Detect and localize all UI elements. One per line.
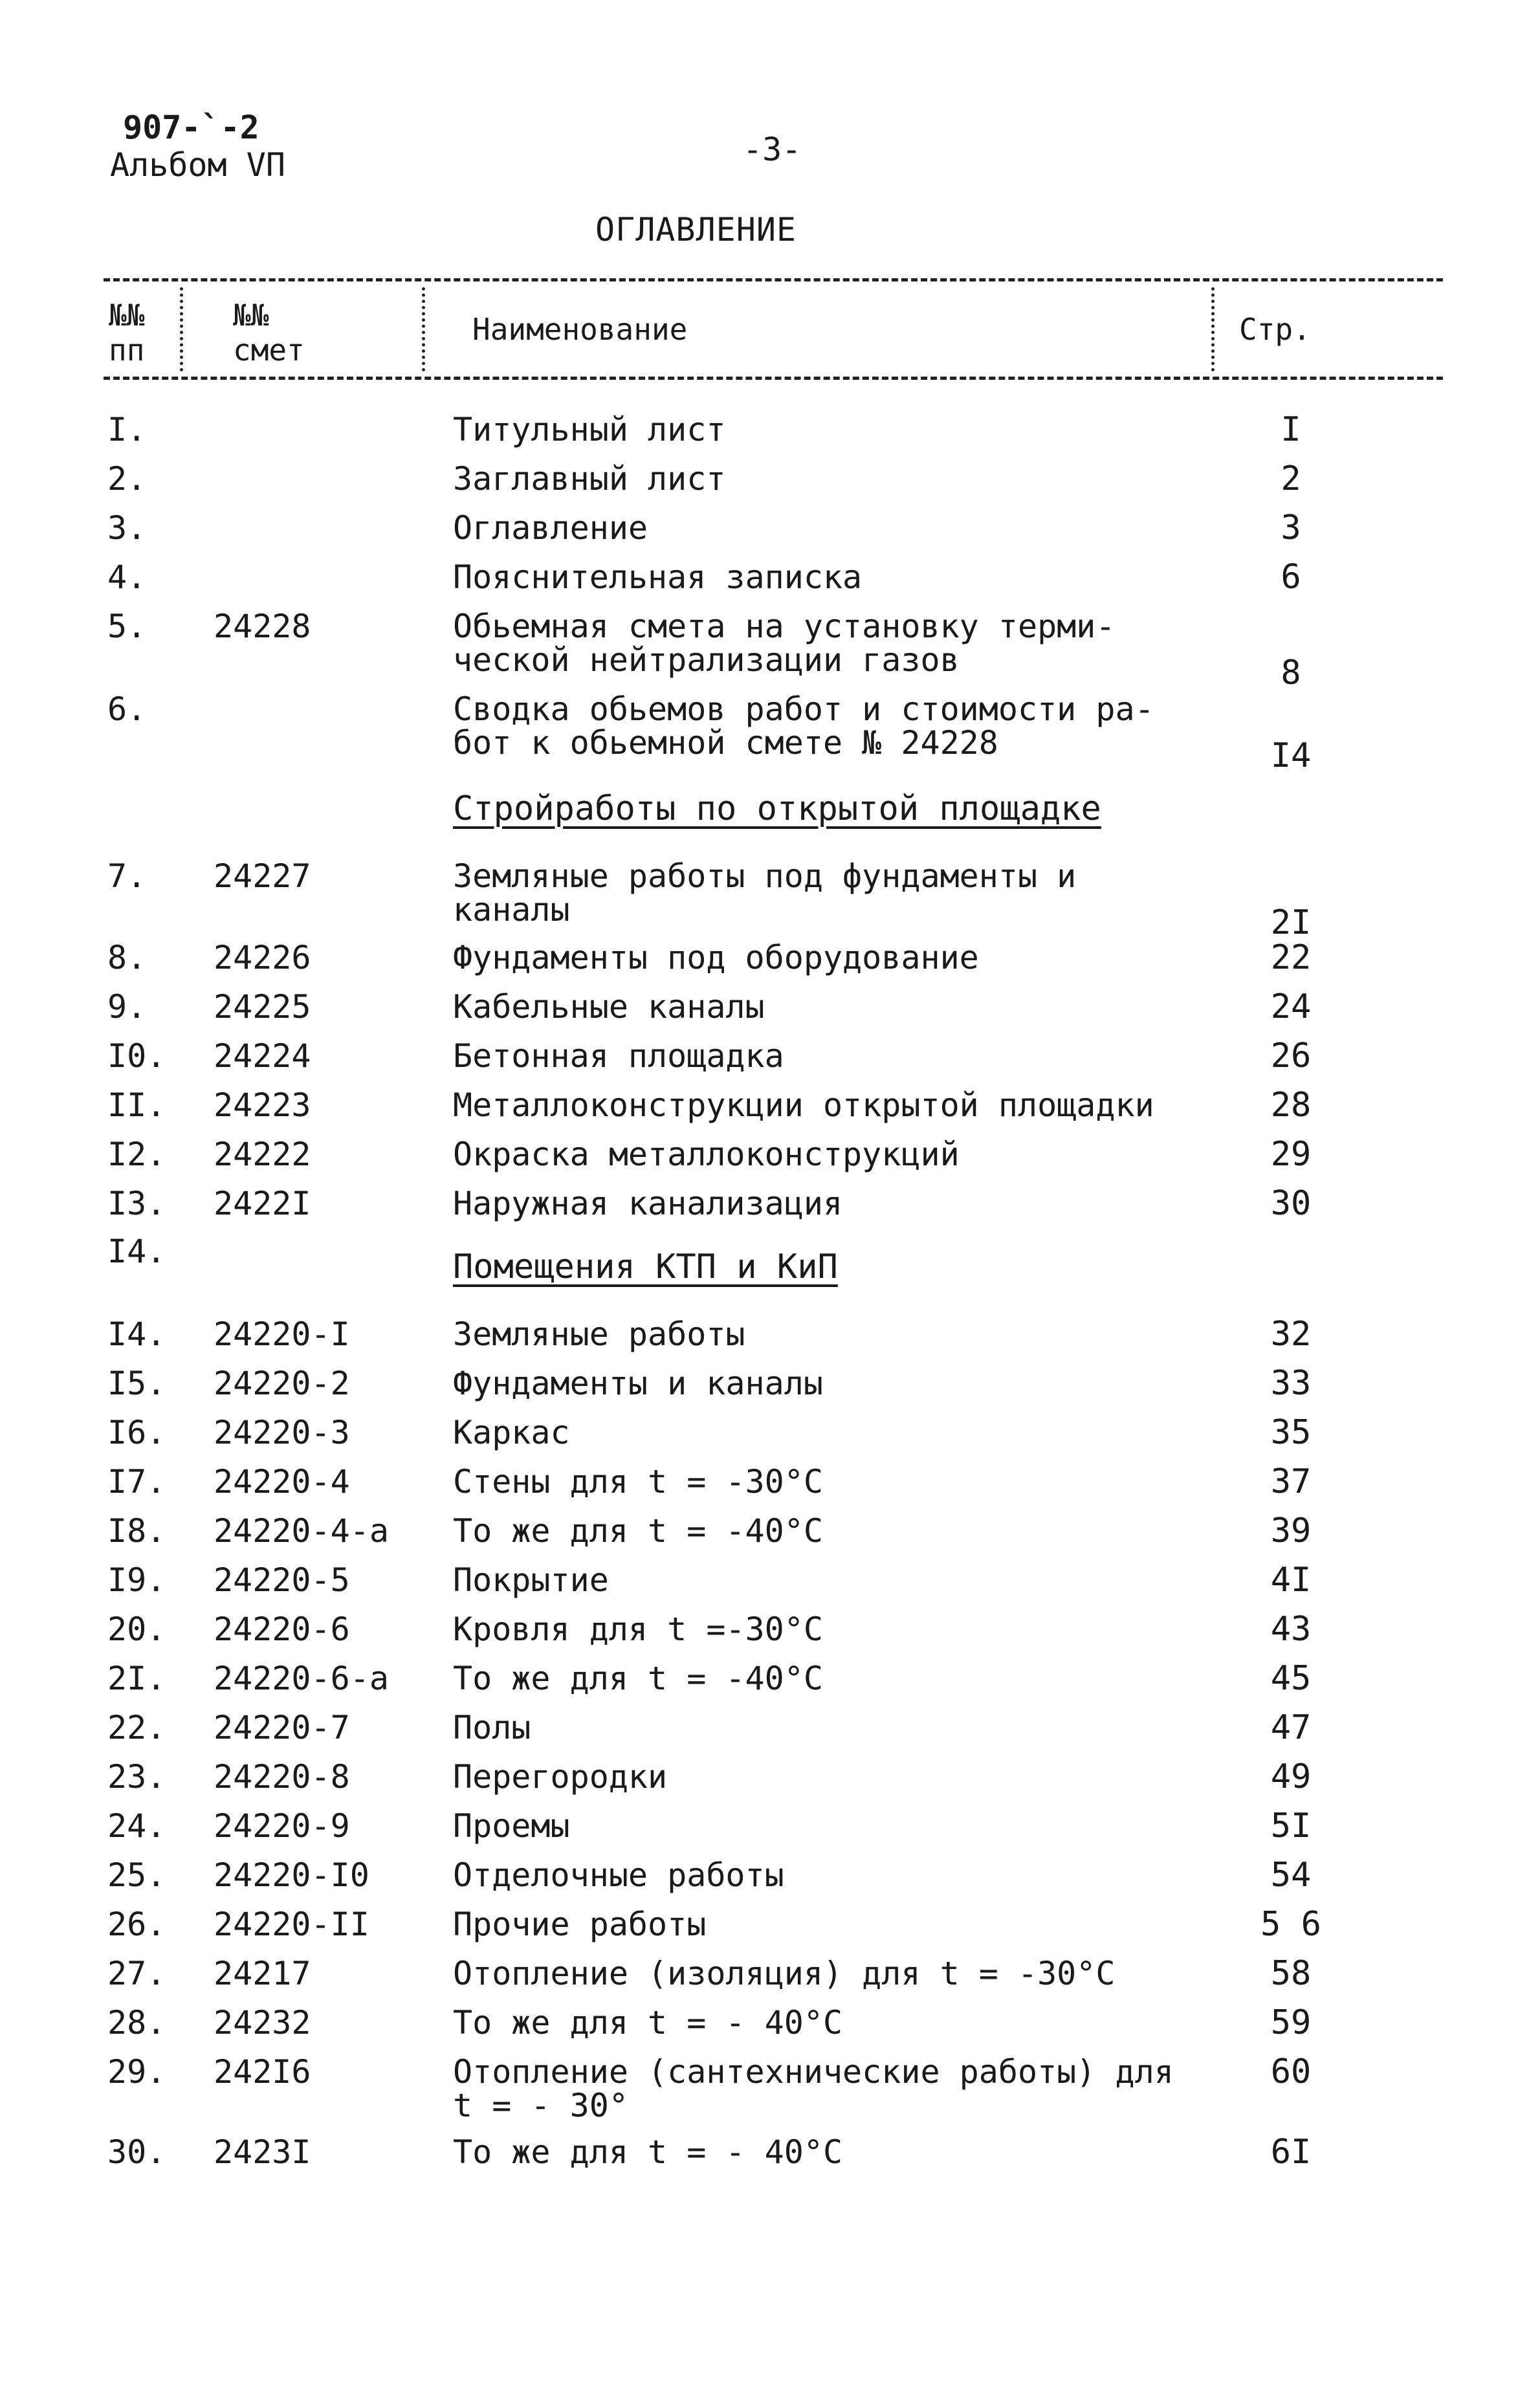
item-name: Кабельные каналы [453, 988, 765, 1026]
item-name: То же для t = -40°C [453, 1512, 823, 1550]
estimate-number: 24217 [214, 1955, 311, 1992]
page-ref: 29 [1270, 1135, 1312, 1174]
item-name: Земляные работы [453, 1315, 745, 1353]
estimate-number: 2423I [214, 2133, 311, 2171]
row-number: I3. [107, 1185, 166, 1222]
page-ref: 6 [1281, 558, 1301, 597]
item-name: Отделочные работы [453, 1856, 784, 1894]
page-ref: 24 [1270, 987, 1312, 1026]
item-name: Проемы [453, 1807, 570, 1845]
page-ref: 35 [1270, 1413, 1312, 1452]
document-code: 907-`-2 [123, 109, 259, 146]
item-name: То же для t = - 40°C [453, 2133, 843, 2171]
estimate-number: 24220-4 [214, 1463, 350, 1501]
row-number: II. [107, 1086, 166, 1124]
row-number: I4. [107, 1233, 166, 1270]
estimate-number: 24220-2 [214, 1365, 350, 1402]
header-col-page: Стр. [1239, 312, 1311, 347]
item-name: Кровля для t =-30°C [453, 1611, 823, 1648]
page-ref: 22 [1270, 938, 1312, 977]
page-ref: I [1281, 410, 1301, 449]
row-number: 6. [107, 690, 147, 728]
item-name: Перегородки [453, 1758, 668, 1796]
row-number: 26. [107, 1906, 166, 1943]
estimate-number: 24232 [214, 2004, 311, 2041]
item-name: Фундаменты и каналы [453, 1365, 823, 1402]
estimate-number: 24225 [214, 988, 311, 1026]
item-name: Стены для t = -30°C [453, 1463, 823, 1501]
row-number: 27. [107, 1955, 166, 1992]
page-ref: 47 [1270, 1708, 1312, 1747]
item-name: То же для t = - 40°C [453, 2004, 843, 2041]
estimate-number: 24220-3 [214, 1414, 350, 1451]
page-ref: 58 [1270, 1954, 1312, 1993]
estimate-number: 24220-I [214, 1315, 350, 1353]
item-name: Титульный лист [453, 411, 726, 448]
row-number: 30. [107, 2133, 166, 2171]
item-name: Металлоконструкции открытой площадки [453, 1086, 1154, 1124]
page-ref: 45 [1270, 1659, 1312, 1698]
row-number: I8. [107, 1512, 166, 1550]
row-number: 7. [107, 857, 147, 895]
item-name: Оглавление [453, 509, 648, 547]
row-number: I9. [107, 1561, 166, 1599]
page-ref: 8 [1281, 654, 1301, 692]
row-number: 2I. [107, 1660, 166, 1697]
row-number: 29. [107, 2053, 166, 2091]
row-number: 23. [107, 1758, 166, 1796]
item-name: Фундаменты под оборудование [453, 939, 979, 976]
section-heading-ktp-kip: Помещения КТП и КиП [453, 1248, 838, 1286]
toc-title: ОГЛАВЛЕНИЕ [595, 211, 797, 248]
page-ref: 2 [1281, 459, 1301, 498]
estimate-number: 2422I [214, 1185, 311, 1222]
section-heading-open-site: Стройработы по открытой площадке [453, 789, 1101, 828]
item-name: Бетонная площадка [453, 1037, 784, 1075]
page-ref: 60 [1270, 2052, 1312, 2091]
page-number: -3- [743, 131, 802, 168]
estimate-number: 24224 [214, 1037, 311, 1075]
page-ref: 33 [1270, 1364, 1312, 1403]
page-ref: 28 [1270, 1086, 1312, 1125]
header-col-estimate: №№ смет [233, 298, 305, 368]
row-number: I. [107, 411, 147, 448]
page-ref: 43 [1270, 1610, 1312, 1649]
row-number: I4. [107, 1315, 166, 1353]
album-label: Альбом VП [110, 146, 285, 184]
estimate-number: 242I6 [214, 2053, 311, 2091]
item-name: Заглавный лист [453, 460, 726, 498]
item-name: Покрытие [453, 1561, 609, 1599]
row-number: I7. [107, 1463, 166, 1501]
estimate-number: 24228 [214, 608, 311, 645]
header-col-name: Наименование [472, 312, 688, 347]
estimate-number: 24220-9 [214, 1807, 350, 1845]
row-number: 24. [107, 1807, 166, 1845]
page-ref: 32 [1270, 1315, 1312, 1354]
page-ref: I4 [1270, 736, 1312, 775]
estimate-number: 24222 [214, 1136, 311, 1173]
estimate-number: 24220-7 [214, 1709, 350, 1746]
item-name: Сводка обьемов работ и стоимости ра- бот к обьемной смете № 24228 [453, 690, 1154, 762]
page-ref: 5 6 [1260, 1905, 1321, 1944]
estimate-number: 24220-I0 [214, 1856, 369, 1894]
row-number: I6. [107, 1414, 166, 1451]
estimate-number: 24220-6-а [214, 1660, 389, 1697]
estimate-number: 24220-4-а [214, 1512, 389, 1550]
item-name: Земляные работы под фундаменты и каналы [453, 857, 1077, 929]
item-name: Отопление (сантехнические работы) для t = - 30° [453, 2053, 1174, 2124]
row-number: I0. [107, 1037, 166, 1075]
row-number: 4. [107, 558, 147, 596]
page-ref: 6I [1270, 2133, 1312, 2172]
item-name: Окраска металлоконструкций [453, 1136, 960, 1173]
page-ref: 26 [1270, 1037, 1312, 1075]
estimate-number: 24227 [214, 857, 311, 895]
item-name: То же для t = -40°C [453, 1660, 823, 1697]
item-name: Пояснительная записка [453, 558, 863, 596]
header-col-number: №№ пп [109, 298, 145, 368]
page-ref: 5I [1270, 1807, 1312, 1845]
page-ref: 49 [1270, 1757, 1312, 1796]
estimate-number: 24226 [214, 939, 311, 976]
row-number: 25. [107, 1856, 166, 1894]
row-number: I2. [107, 1136, 166, 1173]
row-number: 28. [107, 2004, 166, 2041]
item-name: Наружная канализация [453, 1185, 843, 1222]
item-name: Отопление (изоляция) для t = -30°C [453, 1955, 1116, 1992]
page-ref: 2I [1270, 903, 1312, 942]
estimate-number: 24223 [214, 1086, 311, 1124]
page-ref: 37 [1270, 1462, 1312, 1501]
estimate-number: 24220-II [214, 1906, 369, 1943]
row-number: 2. [107, 460, 147, 498]
item-name: Каркас [453, 1414, 570, 1451]
page-ref: 59 [1270, 2003, 1312, 2042]
page-ref: 39 [1270, 1512, 1312, 1550]
page-ref: 3 [1281, 509, 1301, 547]
page-ref: 4I [1270, 1561, 1312, 1600]
row-number: 3. [107, 509, 147, 547]
row-number: I5. [107, 1365, 166, 1402]
page-ref: 30 [1270, 1184, 1312, 1223]
estimate-number: 24220-5 [214, 1561, 350, 1599]
item-name: Прочие работы [453, 1906, 707, 1943]
row-number: 20. [107, 1611, 166, 1648]
page-ref: 54 [1270, 1856, 1312, 1895]
item-name: Полы [453, 1709, 531, 1746]
estimate-number: 24220-6 [214, 1611, 350, 1648]
row-number: 9. [107, 988, 147, 1026]
estimate-number: 24220-8 [214, 1758, 350, 1796]
item-name: Обьемная смета на установку терми- ческой нейтрализации газов [453, 608, 1116, 679]
row-number: 8. [107, 939, 147, 976]
row-number: 22. [107, 1709, 166, 1746]
row-number: 5. [107, 608, 147, 645]
